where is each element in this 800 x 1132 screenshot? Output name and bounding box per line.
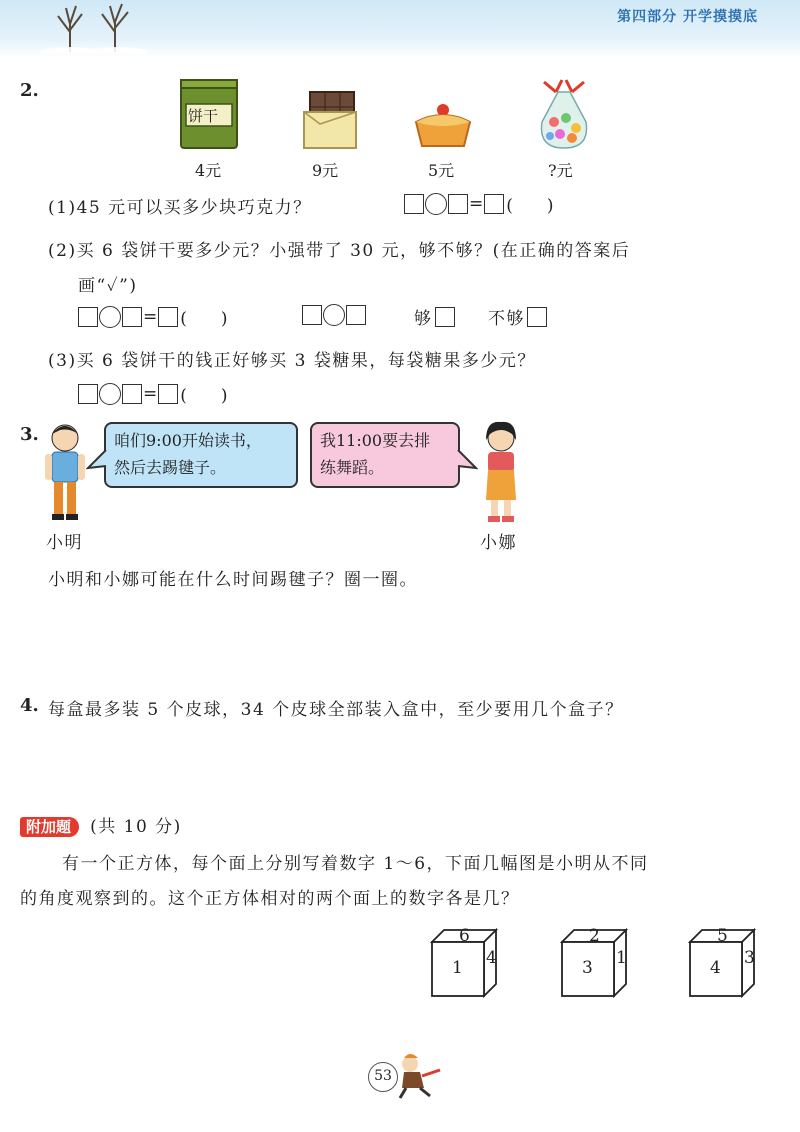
unit-parentheses[interactable]: ( )	[180, 386, 228, 406]
extra-question-header	[20, 812, 182, 837]
question-3-number: 3.	[20, 424, 39, 445]
cube-1-front: 1	[452, 958, 463, 978]
answer-box[interactable]	[78, 307, 98, 327]
answer-box[interactable]	[448, 194, 468, 214]
enough-checkbox[interactable]	[435, 307, 455, 327]
answer-box[interactable]	[404, 194, 424, 214]
section-title: 第四部分 开学摸摸底	[617, 9, 758, 25]
answer-box[interactable]	[484, 194, 504, 214]
biscuit-bag-label: 饼干	[188, 107, 219, 125]
cube-3-top: 5	[717, 926, 728, 946]
answer-box[interactable]	[302, 305, 322, 325]
cube-2-side: 1	[616, 948, 627, 968]
page-number: 53	[368, 1062, 398, 1092]
equals-sign: =	[143, 383, 158, 404]
biscuit-image	[178, 78, 240, 150]
girl-bubble-tail	[456, 448, 478, 472]
cake-image	[412, 100, 474, 150]
enough-label: 够	[414, 309, 433, 329]
biscuit-price: 4元	[195, 161, 222, 180]
candy-bag-image	[532, 78, 596, 150]
winter-trees-illustration	[40, 2, 160, 54]
enough-option	[414, 304, 455, 329]
boy-name: 小明	[46, 533, 83, 553]
candy-price: ?元	[548, 161, 573, 180]
cube-view-2	[560, 928, 636, 998]
answer-box[interactable]	[122, 307, 142, 327]
q3-question-text: 小明和小娜可能在什么时间踢毽子？圈一圈。	[48, 570, 418, 590]
q4-question-text: 每盒最多装 5 个皮球，34 个皮球全部装入盒中，至少要用几个盒子？	[48, 700, 624, 720]
boy-speech-bubble	[104, 422, 298, 488]
q2-sub2-text-line2: 画“✓”)	[78, 276, 138, 296]
chocolate-image	[300, 90, 360, 150]
unit-parentheses[interactable]: ( )	[180, 309, 228, 329]
answer-box[interactable]	[346, 305, 366, 325]
question-4-number: 4.	[20, 695, 39, 716]
not-enough-checkbox[interactable]	[527, 307, 547, 327]
equals-sign: =	[469, 193, 484, 214]
extra-question-line1: 有一个正方体，每个面上分别写着数字 1～6，下面几幅图是小明从不同	[62, 854, 649, 874]
extra-question-score: (共 10 分)	[90, 817, 182, 837]
girl-speech-line2: 练舞蹈。	[320, 458, 385, 477]
cube-view-3	[688, 928, 764, 998]
cube-1-side: 4	[486, 948, 497, 968]
q2-sub1-text: (1)45 元可以买多少块巧克力？	[48, 198, 312, 218]
girl-xiaona-illustration	[476, 420, 526, 525]
answer-box[interactable]	[158, 384, 178, 404]
operator-circle[interactable]	[99, 383, 121, 405]
page-header	[0, 0, 800, 58]
q2-sub3-answer	[78, 381, 228, 406]
boy-bubble-tail	[86, 448, 108, 472]
chocolate-price: 9元	[312, 161, 339, 180]
cube-view-1	[430, 928, 506, 998]
cake-price: 5元	[428, 161, 455, 180]
cube-3-front: 4	[710, 958, 721, 978]
boy-xiaoming-illustration	[40, 420, 90, 525]
cube-2-top: 2	[589, 926, 600, 946]
equals-sign: =	[143, 306, 158, 327]
q2-sub2-compare	[302, 304, 366, 326]
operator-circle[interactable]	[425, 193, 447, 215]
unit-parentheses[interactable]: ( )	[506, 196, 554, 216]
answer-box[interactable]	[78, 384, 98, 404]
q2-sub3-text: (3)买 6 袋饼干的钱正好够买 3 袋糖果，每袋糖果多少元？	[48, 351, 536, 371]
q2-sub1-answer	[404, 191, 554, 216]
cube-3-side: 3	[744, 948, 755, 968]
question-2-number: 2.	[20, 80, 39, 101]
girl-speech-bubble	[310, 422, 460, 488]
extra-question-badge: 附加题	[20, 817, 79, 837]
q2-sub2-text-line1: (2)买 6 袋饼干要多少元？小强带了 30 元，够不够？(在正确的答案后	[48, 241, 631, 261]
q2-sub2-answer	[78, 304, 228, 329]
not-enough-label: 不够	[488, 309, 525, 329]
not-enough-option	[488, 304, 547, 329]
cube-2-front: 3	[582, 958, 593, 978]
answer-box[interactable]	[158, 307, 178, 327]
cube-1-top: 6	[459, 926, 470, 946]
boy-speech-line1: 咱们9:00开始读书，	[114, 431, 262, 450]
skater-mascot-illustration	[392, 1052, 452, 1100]
operator-circle[interactable]	[323, 304, 345, 326]
answer-box[interactable]	[122, 384, 142, 404]
extra-question-line2: 的角度观察到的。这个正方体相对的两个面上的数字各是几？	[20, 889, 520, 909]
girl-speech-line1: 我11:00要去排	[320, 431, 431, 450]
girl-name: 小娜	[480, 533, 517, 553]
boy-speech-line2: 然后去踢毽子。	[114, 458, 227, 477]
operator-circle[interactable]	[99, 306, 121, 328]
